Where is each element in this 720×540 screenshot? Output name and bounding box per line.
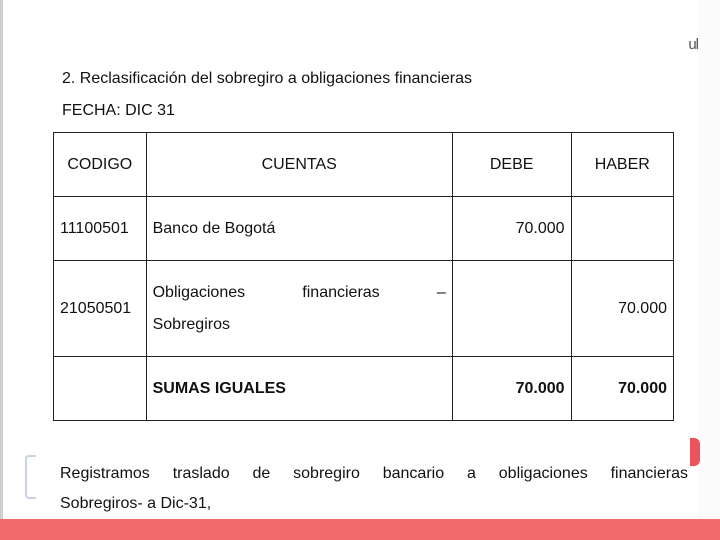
row-debe <box>452 261 571 357</box>
row-debe: 70.000 <box>452 197 571 261</box>
description-line2: Sobregiros- a Dic-31, <box>60 495 212 512</box>
header-debe: DEBE <box>452 133 571 197</box>
date-label: FECHA: DIC 31 <box>62 102 175 119</box>
right-side-tab[interactable] <box>690 438 700 466</box>
row-haber: 70.000 <box>571 261 673 357</box>
header-haber: HABER <box>571 133 673 197</box>
row-codigo: 21050501 <box>54 261 147 357</box>
left-side-tab[interactable] <box>25 455 36 499</box>
description-line1: Registramos traslado de sobregiro bancario a obligaciones financieras <box>60 465 688 482</box>
row-cuenta-line2: Sobregiros <box>152 315 230 333</box>
row-cuenta <box>146 261 452 357</box>
row-cuenta: Banco de Bogotá <box>146 197 452 261</box>
row-cuenta-line1: Obligaciones financieras – <box>152 283 446 301</box>
row-haber <box>571 197 673 261</box>
totals-row <box>54 357 674 421</box>
totals-label: SUMAS IGUALES <box>146 357 452 421</box>
bottom-color-band <box>0 519 720 540</box>
left-edge-strip <box>0 0 3 540</box>
totals-haber: 70.000 <box>571 357 673 421</box>
table-row <box>54 197 674 261</box>
table-row <box>54 261 674 357</box>
row-codigo: 11100501 <box>54 197 147 261</box>
table-header-row <box>54 133 674 197</box>
journal-entry-table <box>53 132 674 421</box>
right-edge-panel <box>697 0 720 519</box>
corner-mark: ul <box>688 36 698 53</box>
section-heading: 2. Reclasificación del sobregiro a obligaciones financieras <box>62 70 473 87</box>
header-codigo: CODIGO <box>54 133 147 197</box>
entry-description <box>60 459 688 519</box>
totals-empty-cell <box>54 357 147 421</box>
header-cuentas: CUENTAS <box>146 133 452 197</box>
totals-debe: 70.000 <box>452 357 571 421</box>
